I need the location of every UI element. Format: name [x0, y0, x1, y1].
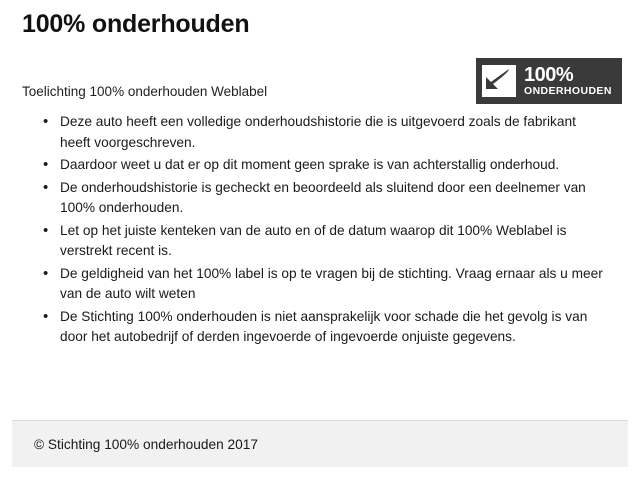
list-item: • Daardoor weet u dat er op dit moment geen sprake is van achterstallig onderhoud. — [60, 155, 610, 176]
logo-line-2: ONDERHOUDEN — [524, 84, 612, 97]
logo-line-1: 100% — [524, 63, 574, 86]
explanation-section — [22, 112, 610, 350]
page-footer — [12, 421, 628, 467]
page-title: 100% onderhouden — [22, 10, 250, 38]
logo-text — [522, 58, 622, 104]
list-item: • De Stichting 100% onderhouden is niet aansprakelijk voor schade die het gevolg is van door het autobedrijf of derden ingevoerde of ingevoerde onjuiste gegevens. — [60, 307, 610, 348]
speech-bubble-check-icon — [476, 58, 522, 104]
page-subtitle: Toelichting 100% onderhouden Weblabel — [22, 84, 268, 99]
copyright-text: © Stichting 100% onderhouden 2017 — [34, 436, 258, 452]
list-item: • Let op het juiste kenteken van de auto en of de datum waarop dit 100% Weblabel is verstrekt recent is. — [60, 221, 610, 262]
list-item: • Deze auto heeft een volledige onderhoudshistorie die is uitgevoerd zoals de fabrikant heeft voorgeschreven. — [60, 112, 610, 153]
explanation-list — [22, 112, 610, 348]
brand-logo — [476, 58, 622, 104]
list-item: • De onderhoudshistorie is gecheckt en beoordeeld als sluitend door een deelnemer van 100% onderhouden. — [60, 178, 610, 219]
list-item: • De geldigheid van het 100% label is op te vragen bij de stichting. Vraag ernaar als u meer van de auto wilt weten — [60, 264, 610, 305]
